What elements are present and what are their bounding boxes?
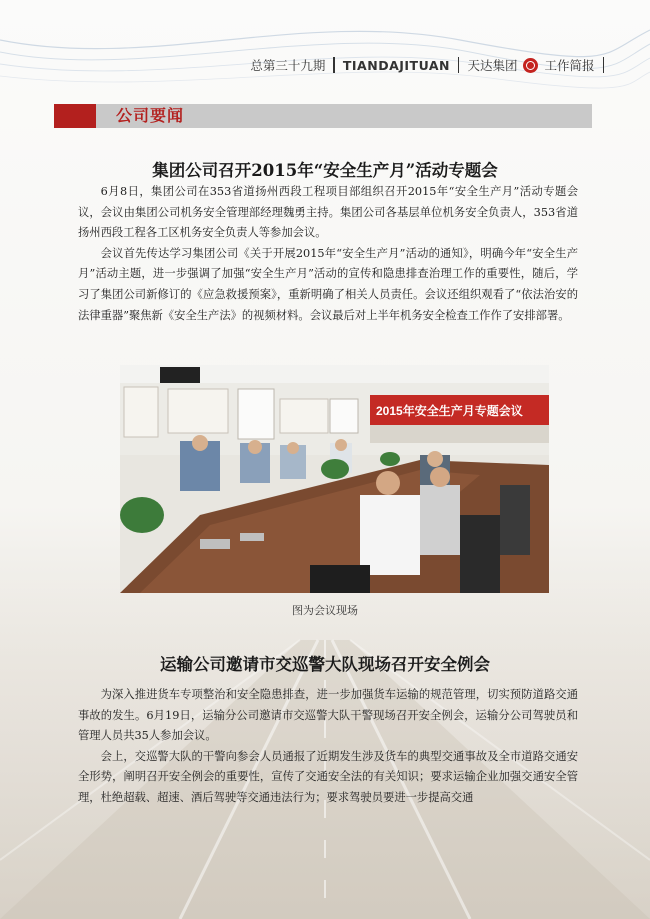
page-header (250, 54, 606, 76)
article-2-paragraph-2: 会上，交巡警大队的干警向参会人员通报了近期发生涉及货车的典型交通事故及全市道路交通安全形势，阐明召开安全例会的重要性，宣传了交通安全法的有关知识；要求运输企业加强交通安全管理，杜绝超载、超速、酒后驾驶等交通违法行为；要求驾驶员要进一步提高交通 (78, 749, 578, 804)
article-1-body (78, 182, 578, 326)
meeting-photo (120, 365, 549, 593)
article-1-title: 集团公司召开2015年“安全生产月”活动专题会 (152, 161, 498, 180)
header-divider (333, 57, 335, 73)
meeting-photo-illustration (120, 365, 549, 593)
header-divider (603, 57, 605, 73)
issue-number: 总第三十九期 (250, 58, 326, 73)
article-1-paragraph-2: 会议首先传达学习集团公司《关于开展2015年“安全生产月”活动的通知》，明确今年“安全生产月”活动主题，进一步强调了加强“安全生产月”活动的宣传和隐患排查治理工作的重要性，随后，学习了集团公司新修订的《应急救援预案》，重新明确了相关人员责任。会议还组织观看了“依法治安的法律重器”聚焦新《安全生产法》的视频材料。会议最后对上半年机务安全检查工作作了安排部署。 (78, 246, 578, 322)
brand-latin-name: TIANDAJITUAN (342, 57, 450, 73)
section-banner (54, 104, 592, 128)
publication-name: 工作简报 (544, 58, 595, 73)
meeting-banner-text: 2015年安全生产月专题会议 (376, 404, 523, 418)
article-2-paragraph-1: 为深入推进货车专项整治和安全隐患排查，进一步加强货车运输的规范管理，切实预防道路交通事故的发生。6月19日，运输分公司邀请市交巡警大队干警现场召开安全例会，运输分公司驾驶员和管理人员共35人参加会议。 (78, 688, 578, 743)
section-title: 公司要闻 (116, 106, 185, 125)
photo-caption: 图为会议现场 (292, 604, 358, 617)
article-1-paragraph-1: 6月8日，集团公司在353省道扬州西段工程项目部组织召开2015年“安全生产月”活动专题会议，会议由集团公司机务安全管理部经理魏勇主持。集团公司各基层单位机务安全负责人，353省道扬州西段工程各工区机务安全负责人等参加会议。 (78, 185, 578, 240)
article-2-title: 运输公司邀请市交巡警大队现场召开安全例会 (160, 655, 490, 674)
company-name: 天达集团 (467, 58, 518, 73)
section-marker (54, 104, 96, 128)
header-divider (458, 57, 460, 73)
article-2-body (78, 685, 578, 809)
company-logo-icon (523, 58, 538, 73)
